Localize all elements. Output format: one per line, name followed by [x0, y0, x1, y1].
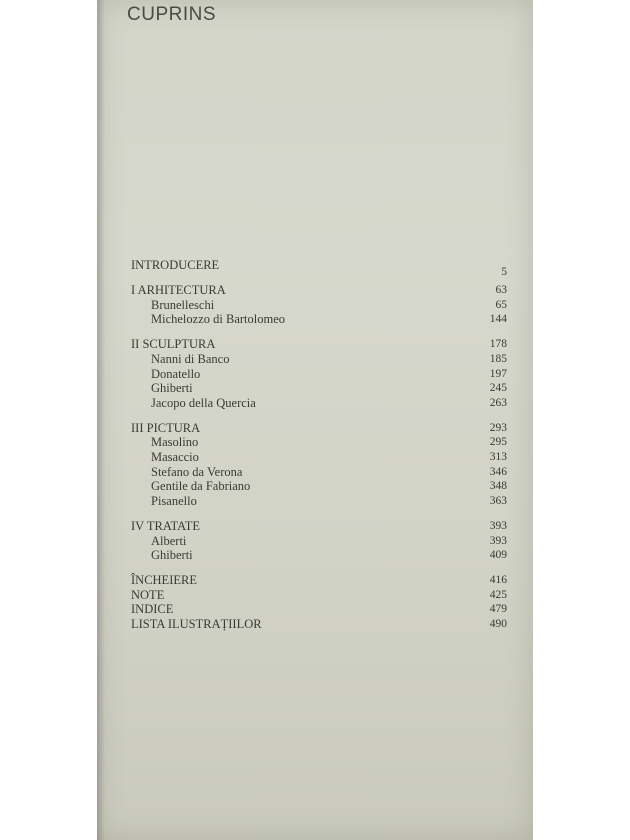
toc-entry-lista-ilustratiilor — [131, 617, 507, 632]
toc-entry-label: INDICE — [131, 602, 174, 617]
toc-section-page: 393 — [489, 519, 507, 532]
toc-entry-label: Brunelleschi — [151, 297, 215, 312]
toc-entry — [131, 465, 507, 480]
toc-entry-page: 185 — [489, 352, 507, 365]
toc-entry-label: ÎNCHEIERE — [131, 573, 197, 588]
toc-entry — [131, 494, 507, 509]
toc-entry-label: INTRODUCERE — [131, 258, 220, 272]
toc-entry — [131, 534, 507, 549]
toc-entry-incheiere — [131, 573, 507, 588]
toc-entry-label: Pisanello — [151, 493, 197, 508]
toc-entry-page: 348 — [489, 480, 507, 493]
toc-entry-label: Ghiberti — [151, 381, 193, 396]
toc-entry-label: Ghiberti — [151, 548, 193, 563]
toc-section-sculptura — [131, 337, 507, 352]
toc-section-arhitectura — [131, 283, 507, 298]
toc-entry-label: Michelozzo di Bartolomeo — [151, 312, 285, 327]
toc-entry-indice — [131, 602, 507, 617]
toc-entry-page: 416 — [489, 574, 507, 587]
toc-entry — [131, 352, 507, 367]
toc-section-label: I ARHITECTURA — [131, 283, 226, 298]
toc-entry — [131, 435, 507, 450]
toc-entry-page: 197 — [489, 367, 507, 380]
toc-section-page: 178 — [489, 338, 507, 351]
toc-entry-note — [131, 588, 507, 603]
toc-entry-label: Nanni di Banco — [151, 351, 230, 366]
toc-entry-label: Masolino — [151, 435, 199, 450]
toc-section-label: II SCULPTURA — [131, 337, 216, 352]
toc-entry-page: 363 — [489, 494, 507, 507]
toc-entry-label: Stefano da Verona — [151, 464, 243, 479]
toc-section-pictura — [131, 421, 507, 436]
toc-section-page: 63 — [495, 284, 507, 297]
toc-entry — [131, 312, 507, 327]
toc-section-page: 293 — [489, 421, 507, 434]
toc-entry-page: 346 — [489, 465, 507, 478]
toc-entry-page: 295 — [489, 436, 507, 449]
toc-entry — [131, 450, 507, 465]
toc-entry-page: 313 — [489, 451, 507, 464]
toc-entry — [131, 381, 507, 396]
toc-entry — [131, 298, 507, 313]
toc-section-label: III PICTURA — [131, 420, 201, 435]
page-gutter-shadow — [97, 0, 105, 840]
toc-entry-page: 245 — [489, 382, 507, 395]
toc-section-label: IV TRATATE — [131, 518, 201, 533]
toc-entry-page: 409 — [489, 549, 507, 562]
toc-entry-label: Masaccio — [151, 450, 199, 465]
toc-entry-label: LISTA ILUSTRAȚIILOR — [131, 616, 262, 631]
book-page — [97, 0, 533, 840]
toc-entry-label: Gentile da Fabriano — [151, 479, 251, 494]
page-title: CUPRINS — [127, 4, 217, 25]
toc-entry-page: 263 — [489, 396, 507, 409]
toc-entry-label: Donatello — [151, 366, 201, 381]
toc-entry — [131, 548, 507, 563]
toc-entry-label: NOTE — [131, 587, 165, 602]
toc-entry — [131, 479, 507, 494]
toc-entry-page: 425 — [489, 588, 507, 601]
toc-entry-page: 144 — [489, 313, 507, 326]
toc-entry-page: 490 — [489, 617, 507, 630]
toc-entry-label: Alberti — [151, 533, 187, 548]
toc-entry — [131, 396, 507, 411]
toc-entry — [131, 367, 507, 382]
toc-section-tratate — [131, 519, 507, 534]
toc-entry-page: 479 — [489, 603, 507, 616]
table-of-contents — [131, 258, 507, 632]
toc-entry-page: 65 — [495, 298, 507, 311]
toc-entry-page: 5 — [501, 266, 507, 278]
toc-entry-introducere — [131, 258, 507, 278]
toc-entry-label: Jacopo della Quercia — [151, 395, 256, 410]
toc-entry-page: 393 — [489, 534, 507, 547]
